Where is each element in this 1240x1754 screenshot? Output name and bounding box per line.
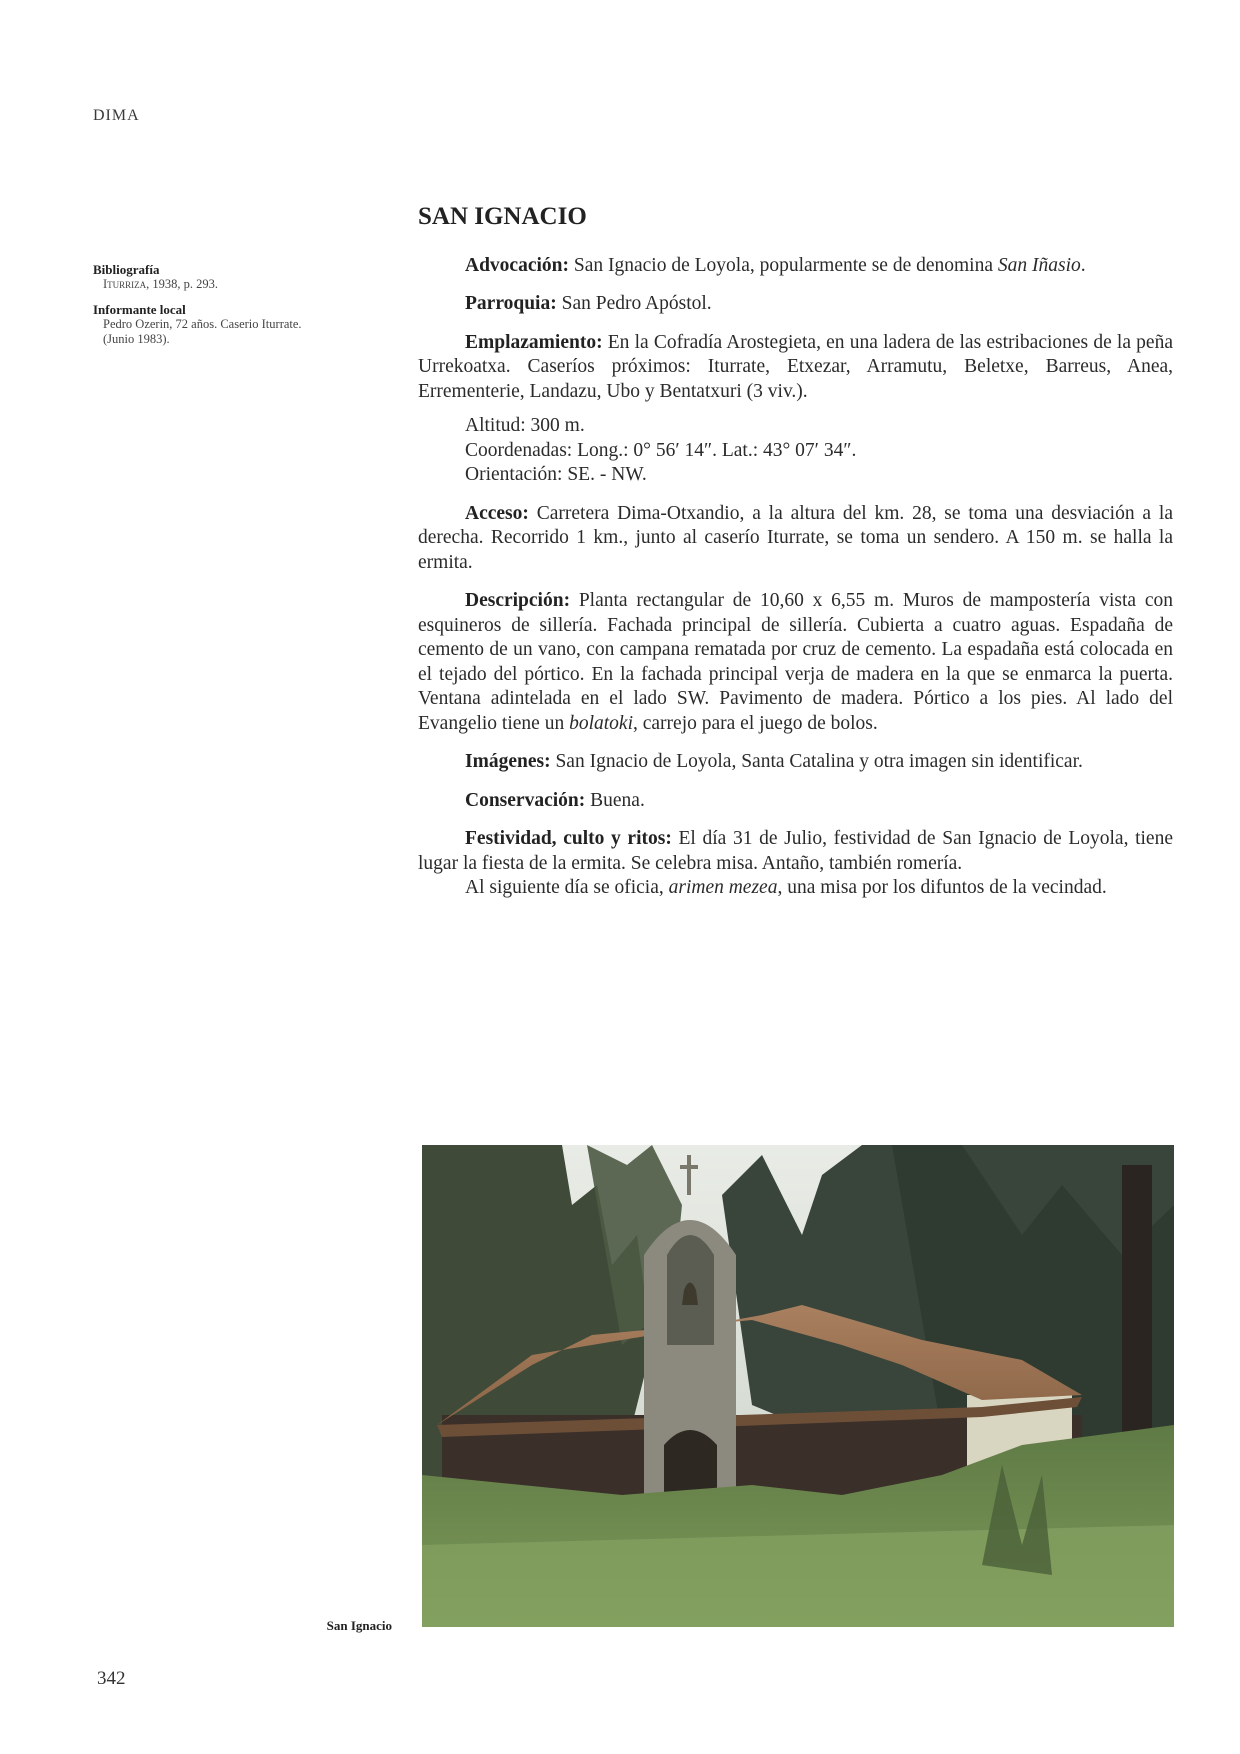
chapel-photo-illustration — [422, 1145, 1174, 1627]
siguiente-italic: arimen mezea — [668, 877, 778, 898]
coordenadas-line: Coordenadas: Long.: 0° 56′ 14″. Lat.: 43° 07′ 34″. — [465, 439, 857, 461]
informante-line1: Pedro Ozerin, 72 años. Caserio Iturrate. — [103, 317, 302, 331]
advocacion-label: Advocación: — [465, 254, 569, 276]
bibliografia-rest: , 1938, p. 293. — [146, 277, 219, 291]
imagenes-paragraph — [418, 750, 1173, 775]
main-text — [418, 205, 1173, 915]
descripcion-end: , carrejo para el juego de bolos. — [633, 712, 878, 734]
running-head: DIMA — [93, 107, 140, 124]
conservacion-paragraph — [418, 789, 1173, 814]
festividad-text: El día 31 de Julio, festividad de San Ignacio de Loyola, tiene lugar la fiesta de la ermita. Se celebra misa. Antaño, también romería. — [418, 828, 1173, 874]
chapel-photo — [422, 1145, 1174, 1627]
siguiente-paragraph — [418, 876, 1173, 901]
festividad-label: Festividad, culto y ritos: — [465, 828, 672, 849]
altitud-line: Altitud: 300 m. — [465, 415, 585, 436]
emplazamiento-text: En la Cofradía Arostegieta, en una ladera de las estribaciones de la peña Urrekoatxa. Caseríos próximos: Iturrate, Etxezar, Arramutu, Beletxe, Barreus, Anea, Errementerie, Landazu, Ubo y Bentatxuri (3 viv.). — [418, 331, 1173, 402]
siguiente-end: , una misa por los difuntos de la vecindad. — [777, 877, 1107, 898]
location-data — [465, 414, 1173, 488]
advocacion-text: San Ignacio de Loyola, popularmente se de denomina — [569, 254, 998, 276]
informante-label: Informante local — [93, 302, 186, 317]
orientacion-line: Orientación: SE. - NW. — [465, 464, 647, 485]
conservacion-label: Conservación: — [465, 789, 586, 811]
acceso-label: Acceso: — [465, 502, 529, 524]
informante-block — [93, 302, 413, 347]
imagenes-text: San Ignacio de Loyola, Santa Catalina y otra imagen sin identificar. — [550, 751, 1083, 772]
descripcion-text: Planta rectangular de 10,60 x 6,55 m. Muros de mampostería vista con esquineros de sillería. Fachada principal de sillería. Cubierta a cuatro aguas. Espadaña de cemento de un vano, con campana rematada por cruz de cemento. La espadaña está colocada en el tejado del pórtico. En la fachada principal verja de madera en la que se enmarca la puerta. Ventana adintelada en el lado SW. Pavimento de madera. Pórtico a los pies. Al lado del Evangelio tiene un — [418, 590, 1173, 734]
informante-line2: (Junio 1983). — [103, 332, 170, 346]
siguiente-text: Al siguiente día se oficia, — [465, 877, 669, 898]
descripcion-paragraph — [418, 589, 1173, 736]
festividad-paragraph — [418, 827, 1173, 876]
parroquia-label: Parroquia: — [465, 293, 557, 314]
advocacion-end: . — [1080, 254, 1086, 276]
bibliografia-label: Bibliografía — [93, 262, 160, 277]
emplazamiento-label: Emplazamiento: — [465, 331, 603, 353]
photo-caption: San Ignacio — [326, 1618, 392, 1633]
parroquia-text: San Pedro Apóstol. — [556, 293, 712, 314]
page-number: 342 — [97, 1668, 126, 1689]
bibliografia-author: Iturriza — [103, 277, 147, 291]
cross-bar — [680, 1165, 698, 1169]
sidebar-notes — [93, 262, 413, 357]
cross — [687, 1155, 691, 1195]
conservacion-text: Buena. — [585, 789, 645, 811]
bibliografia-block — [93, 262, 413, 292]
acceso-text: Carretera Dima-Otxandio, a la altura del km. 28, se toma una desviación a la derecha. Recorrido 1 km., junto al caserío Iturrate, se toma un sendero. A 150 m. se halla la ermita. — [418, 502, 1173, 573]
bibliografia-value — [93, 277, 413, 292]
emplazamiento-paragraph — [418, 331, 1173, 405]
acceso-paragraph — [418, 502, 1173, 576]
page-title: SAN IGNACIO — [418, 203, 587, 230]
imagenes-label: Imágenes: — [465, 751, 551, 772]
advocacion-paragraph — [418, 254, 1173, 279]
descripcion-label: Descripción: — [465, 590, 571, 611]
descripcion-italic: bolatoki — [569, 712, 633, 734]
parroquia-paragraph — [418, 292, 1173, 317]
advocacion-italic: San Iñasio — [997, 254, 1081, 276]
